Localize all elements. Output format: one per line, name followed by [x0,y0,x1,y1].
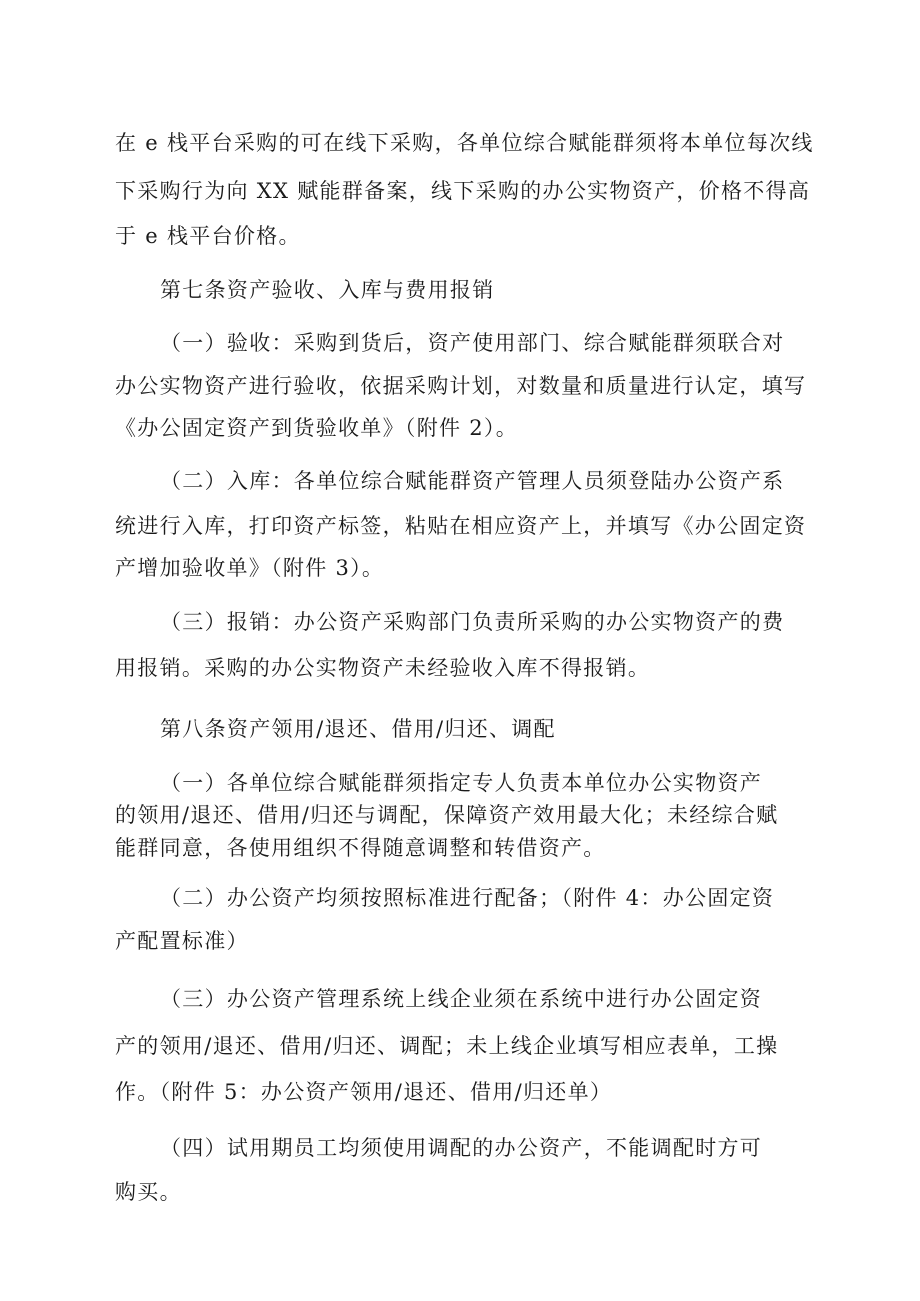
text-line-16: 能群同意，各使用组织不得随意调整和转借资产。 [115,836,606,860]
text-line-19: （三）办公资产管理系统上线企业须在系统中进行办公固定资 [160,987,763,1011]
article-8-heading: 第八条资产领用/退还、借用/归还、调配 [160,717,556,741]
text-line-8: （二）入库：各单位综合赋能群资产管理人员须登陆办公资产系 [160,469,785,493]
text-line-5: （一）验收：采购到货后，资产使用部门、综合赋能群须联合对 [160,331,785,355]
text-line-20: 产的领用/退还、借用/归还、调配；未上线企业填写相应表单，工操 [115,1034,779,1058]
text-line-3: 于 e 栈平台价格。 [115,224,301,248]
text-line-1: 在 e 栈平台采购的可在线下采购，各单位综合赋能群须将本单位每次线 [115,131,814,155]
text-line-15: 的领用/退还、借用/归还与调配，保障资产效用最大化；未经综合赋 [115,803,779,827]
text-line-7: 《办公固定资产到货验收单》（附件 2）。 [115,416,519,440]
text-line-17: （二）办公资产均须按照标准进行配备；（附件 4：办公固定资 [160,886,775,910]
text-line-6: 办公实物资产进行验收，依据采购计划，对数量和质量进行认定，填写 [115,374,807,398]
text-line-9: 统进行入库，打印资产标签，粘贴在相应资产上，并填写《办公固定资 [115,514,807,538]
article-7-heading: 第七条资产验收、入库与费用报销 [160,278,495,302]
text-line-12: 用报销。采购的办公实物资产未经验收入库不得报销。 [115,656,651,680]
text-line-10: 产增加验收单》（附件 3）。 [115,556,385,580]
text-line-2: 下采购行为向 XX 赋能群备案，线下采购的办公实物资产，价格不得高 [115,179,811,203]
text-line-11: （三）报销：办公资产采购部门负责所采购的办公实物资产的费 [160,610,785,634]
text-line-21: 作。（附件 5：办公资产领用/退还、借用/归还单） [115,1080,613,1104]
text-line-18: 产配置标准） [115,929,249,953]
text-line-22: （四）试用期员工均须使用调配的办公资产，不能调配时方可 [160,1136,763,1160]
text-line-23: 购买。 [115,1180,182,1204]
text-line-14: （一）各单位综合赋能群须指定专人负责本单位办公实物资产 [160,771,763,795]
